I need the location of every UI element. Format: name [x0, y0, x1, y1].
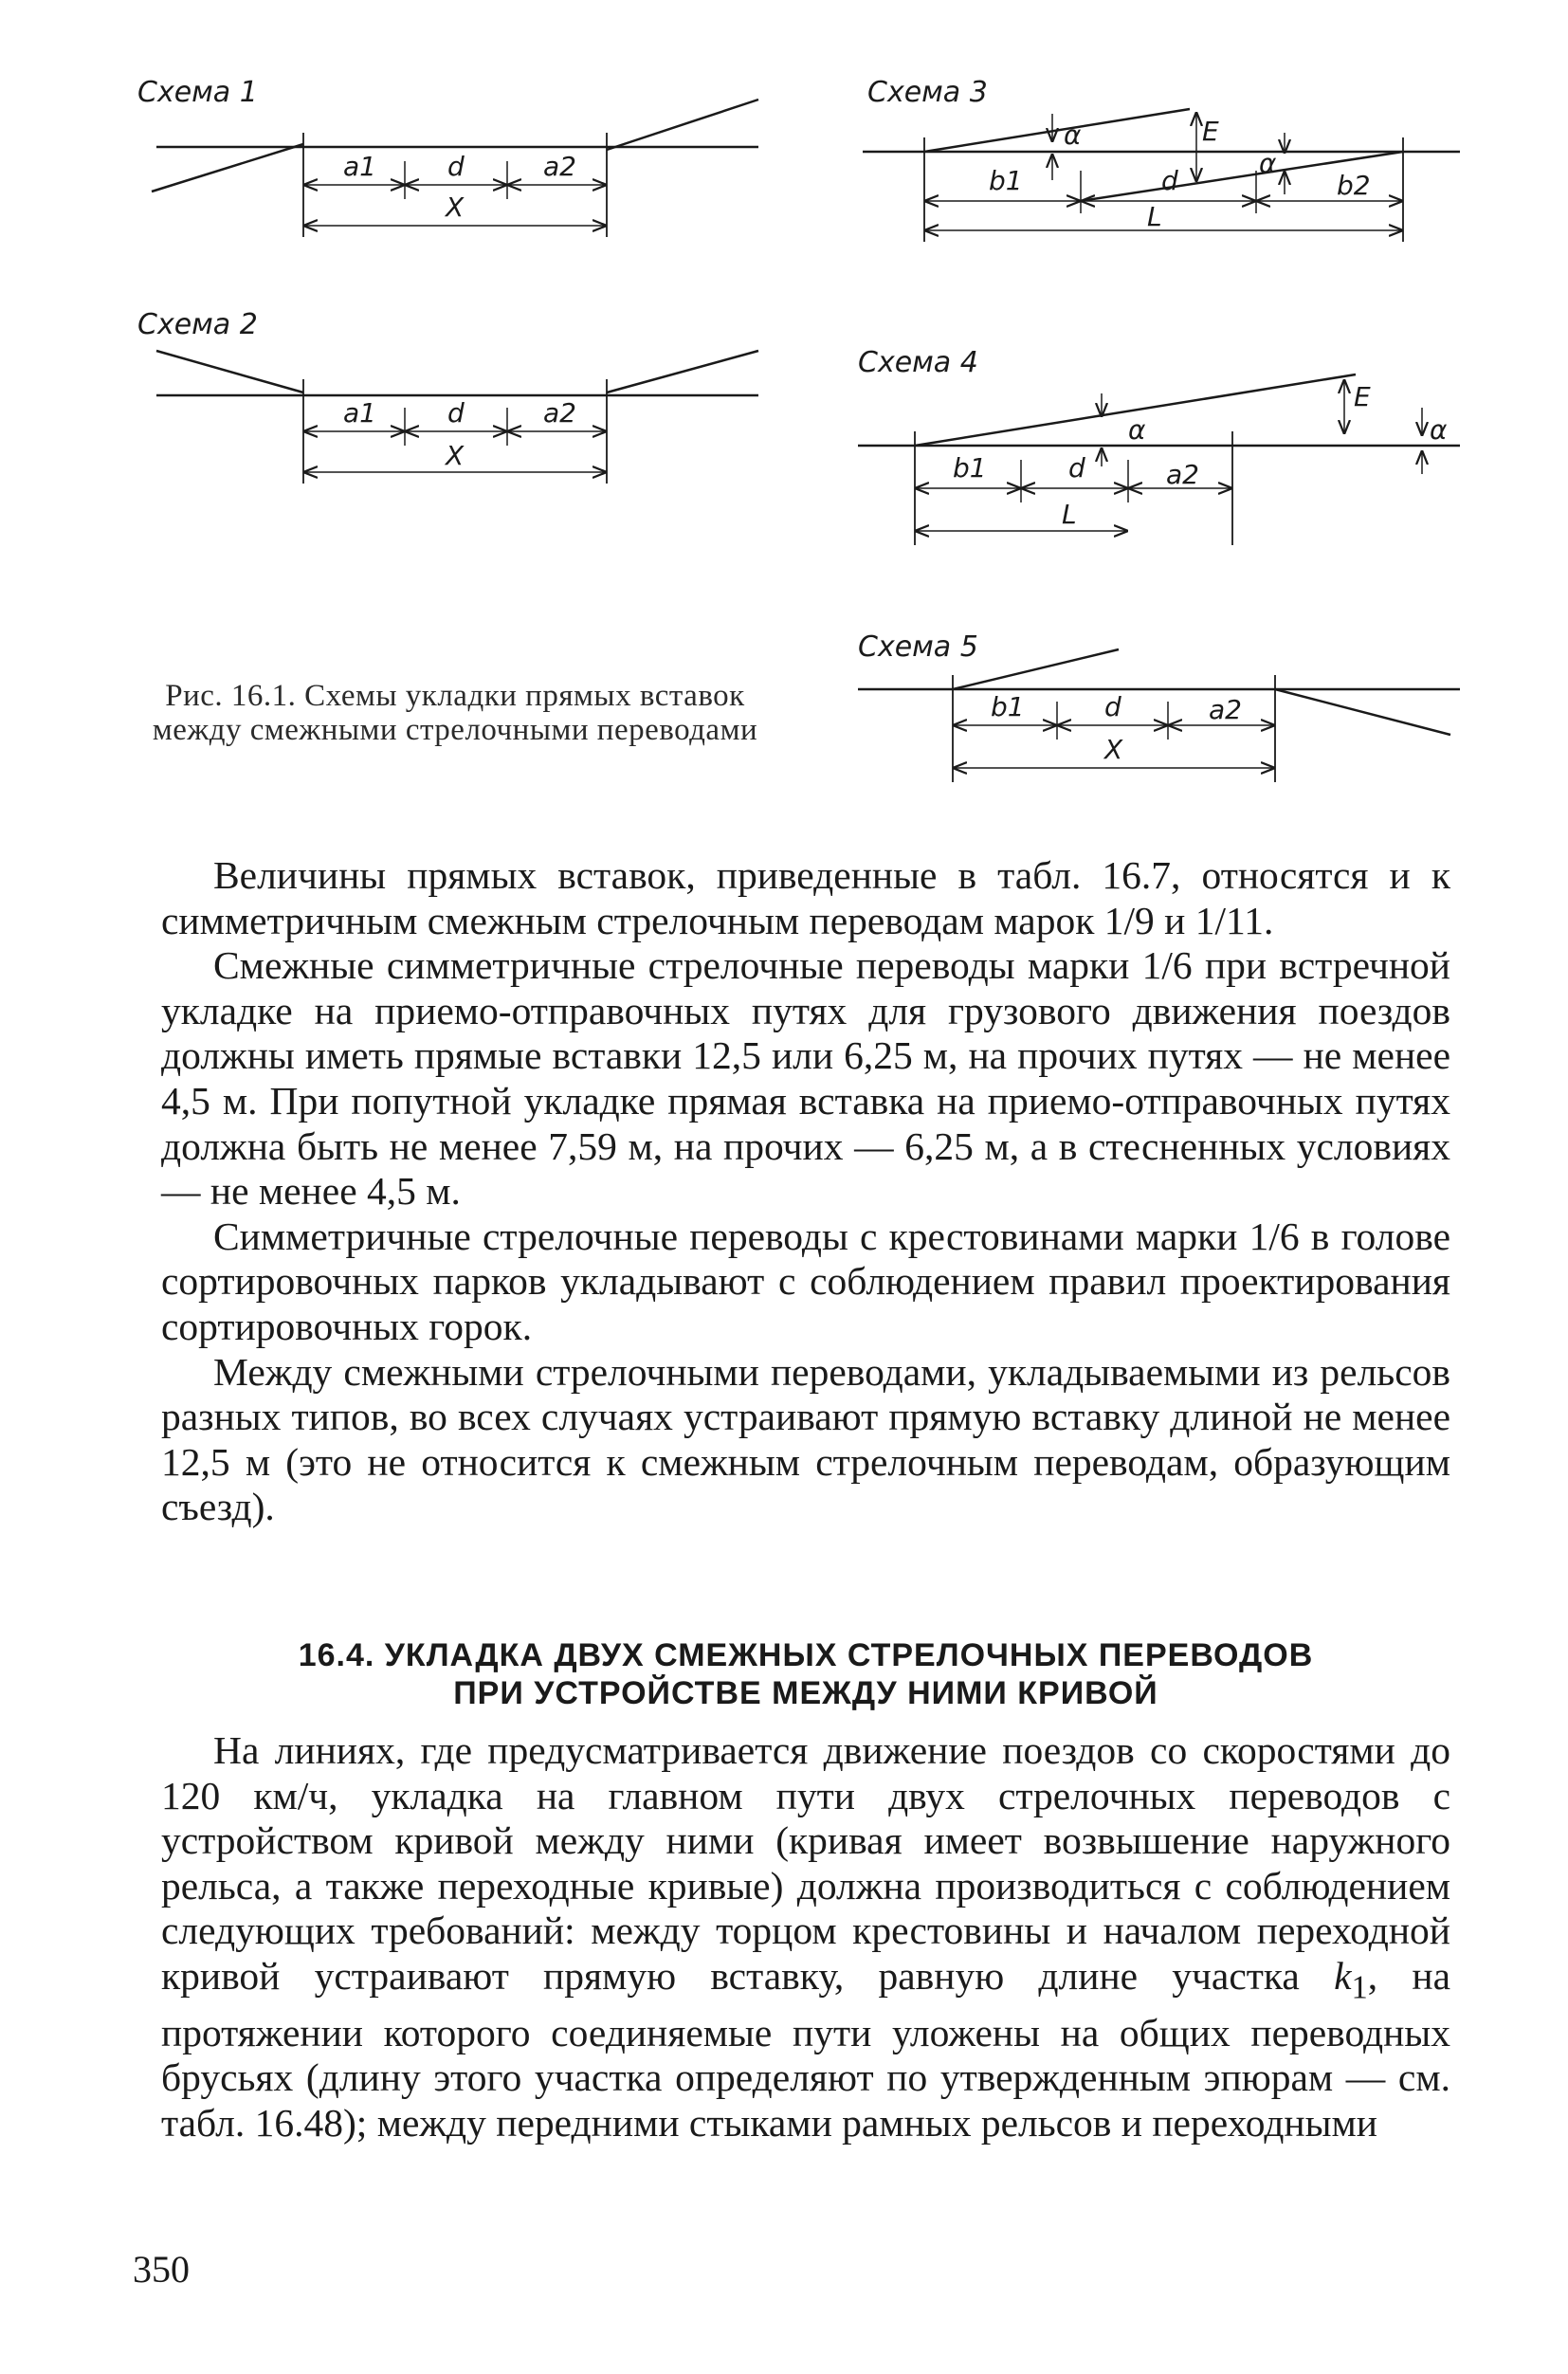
page-number: 350	[133, 2248, 190, 2291]
scheme-3-label-b2: b2	[1337, 170, 1371, 201]
section-heading-line-1: 16.4. УКЛАДКА ДВУХ СМЕЖНЫХ СТРЕЛОЧНЫХ ПЕРЕВОДОВ	[298, 1637, 1314, 1673]
scheme-1-label-x: X	[446, 192, 465, 223]
scheme-5-label-d: d	[1104, 691, 1121, 722]
scheme-5-label-a2: a2	[1209, 694, 1242, 725]
paragraph-4: Между смежными стрелочными переводами, укладываемыми из рельсов разных типов, во всех случаях устраивают прямую вставку длиной не менее 12,5 м (это не относится к смежным стрелочным переводам, образующим съезд).	[161, 1349, 1450, 1529]
scheme-5-label-b1: b1	[991, 691, 1025, 722]
scheme-4-label-a2: a2	[1166, 459, 1199, 490]
paragraph-1: Величины прямых вставок, приведенные в табл. 16.7, относятся и к симметричным смежным стрелочным переводам марок 1/9 и 1/11.	[161, 853, 1450, 942]
scheme-2-label-x: X	[446, 440, 465, 471]
scheme-4-title: Схема 4	[858, 346, 978, 379]
scheme-4-label-b1: b1	[953, 452, 987, 484]
scheme-3-label-e: E	[1202, 116, 1219, 147]
paragraph-3: Симметричные стрелочные переводы с крестовинами марки 1/6 в голове сортировочных парков укладывают с соблюдением правил проектирования сортировочных горок.	[161, 1214, 1450, 1348]
scheme-3-title: Схема 3	[867, 76, 988, 109]
section-paragraph	[161, 1728, 1450, 2146]
scheme-4-label-alpha-2: α	[1430, 414, 1448, 446]
scheme-2	[137, 308, 758, 484]
scheme-3	[863, 76, 1460, 242]
scheme-4-label-l: L	[1062, 499, 1077, 530]
scheme-1-label-a1: a1	[343, 151, 376, 182]
scheme-1	[137, 76, 758, 237]
scheme-5	[858, 630, 1460, 782]
scheme-2-label-a2: a2	[543, 397, 576, 429]
scheme-3-label-alpha-1: α	[1064, 119, 1082, 151]
scheme-3-label-b1: b1	[989, 165, 1023, 196]
scheme-3-label-d: d	[1161, 165, 1178, 196]
figure-caption: Рис. 16.1. Схемы укладки прямых вставок между смежными стрелочными переводами	[152, 679, 758, 747]
scheme-3-label-l: L	[1147, 201, 1162, 232]
scheme-4	[858, 346, 1460, 545]
k-subscript: 1	[1351, 1969, 1368, 2006]
scheme-2-title: Схема 2	[137, 308, 258, 341]
scheme-4-label-e: E	[1354, 381, 1371, 412]
section-heading	[161, 1636, 1450, 1712]
scheme-5-label-x: X	[1104, 734, 1123, 765]
paragraph-2: Смежные симметричные стрелочные переводы марки 1/6 при встречной укладке на приемо-отправочных путях для грузового движения поездов должны иметь прямые вставки 12,5 или 6,25 м, на прочих путях — не менее 4,5 м. При попутной укладке прямая вставка на приемо-отправочных путях должна быть не менее 7,59 м, на прочих — 6,25 м, а в стесненных условиях — не менее 4,5 м.	[161, 943, 1450, 1214]
section-paragraph-part-2: , на протяжении которого соединяемые пути уложены на общих переводных брусьях (длину этого участка определяют по утвержденным эпюрам — см. табл. 16.48); между передними стыками рамных рельсов и переходными	[161, 1953, 1450, 2146]
section-heading-line-2: ПРИ УСТРОЙСТВЕ МЕЖДУ НИМИ КРИВОЙ	[453, 1675, 1158, 1711]
scheme-4-label-d: d	[1068, 452, 1085, 484]
scheme-4-label-alpha-1: α	[1128, 414, 1146, 446]
scheme-1-label-a2: a2	[543, 151, 576, 182]
body-text-lower	[161, 1728, 1450, 2146]
k-symbol: k	[1334, 1953, 1352, 1998]
scheme-2-label-d: d	[447, 397, 465, 429]
scheme-2-label-a1: a1	[343, 397, 376, 429]
section-paragraph-part-1: На линиях, где предусматривается движение поездов со скоростями до 120 км/ч, укладка на главном пути двух стрелочных переводов с устройством кривой между ними (кривая имеет возвышение наружного рельса, а также переходные кривые) должна производиться с соблюдением следующих требований: между торцом крестовины и началом переходной кривой устраивают прямую вставку, равную длине участка	[161, 1728, 1450, 1998]
body-text-upper	[161, 853, 1450, 1530]
scheme-5-title: Схема 5	[858, 630, 978, 664]
scheme-3-label-alpha-2: α	[1259, 148, 1277, 179]
scheme-1-label-d: d	[447, 151, 465, 182]
scheme-1-title: Схема 1	[137, 76, 258, 109]
